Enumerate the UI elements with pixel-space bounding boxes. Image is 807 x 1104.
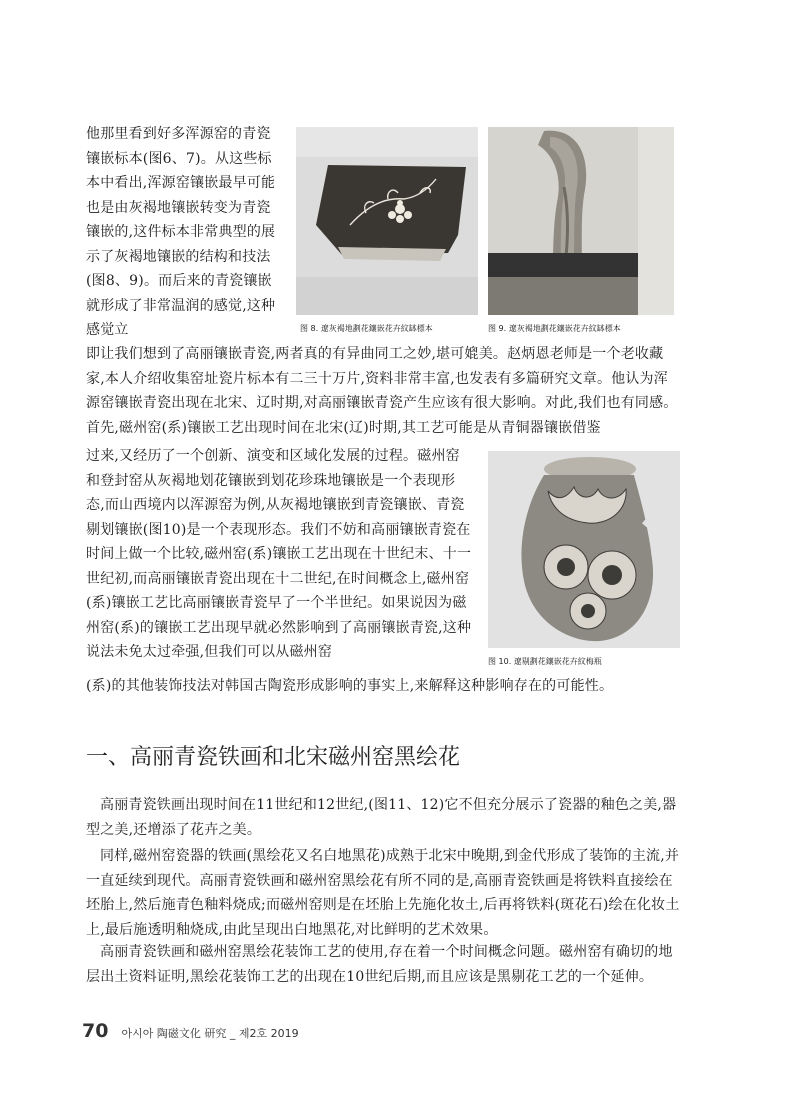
figure-8-caption: 图 8. 遼灰褐地劃花鑲嵌花卉紋缽標本 [300, 324, 433, 333]
page-footer [82, 1020, 299, 1042]
journal-title: 아시아 陶磁文化 研究 _ 제2호 2019 [121, 1027, 299, 1040]
paragraph-7: 高丽青瓷铁画和磁州窑黑绘花装饰工艺的使用,存在着一个时间概念问题。磁州窑有确切的地层出土资料证明,黑绘花装饰工艺的出现在10世纪后期,而且应该是黑剔花工艺的一个延伸。 [86, 944, 673, 985]
paragraph-4: (系)的其他装饰技法对韩国古陶瓷形成影响的事实上,来解释这种影响存在的可能性。 [86, 678, 614, 694]
figure-10-image [488, 451, 680, 648]
figure-8-image [296, 127, 478, 315]
page-number: 70 [82, 1020, 109, 1042]
figure-10-caption: 图 10. 遼剔劃花鑲嵌花卉紋梅瓶 [488, 657, 602, 666]
paragraph-2: 即让我们想到了高丽镶嵌青瓷,两者真的有异曲同工之妙,堪可媲美。赵炳恩老师是一个老收藏家,本人介绍收集窑址瓷片标本有二三十万片,资料非常丰富,也发表有多篇研究文章。他认为浑源窑镶嵌青瓷出现在北宋、辽时期,对高丽镶嵌青瓷产生应该有很大影响。对此,我们也有同感。首先,磁州窑(系)镶嵌工艺出现时间在北宋(辽)时期,其工艺可能是从青铜器镶嵌借鉴 [86, 346, 678, 436]
figure-9-caption: 图 9. 遼灰褐地劃花鑲嵌花卉紋缽標本 [488, 324, 621, 333]
section-heading: 一、高丽青瓷铁画和北宋磁州窑黑绘花 [86, 745, 461, 770]
paragraph-1: 他那里看到好多浑源窑的青瓷镶嵌标本(图6、7)。从这些标本中看出,浑源窑镶嵌最早可能也是由灰褐地镶嵌转变为青瓷镶嵌的,这件标本非常典型的展示了灰褐地镶嵌的结构和技法(图8、9)。而后来的青瓷镶嵌就形成了非常温润的感觉,这种感觉立 [86, 126, 276, 338]
paragraph-3: 过来,又经历了一个创新、演变和区域化发展的过程。磁州窑和登封窑从灰褐地划花镶嵌到划花珍珠地镶嵌是一个表现形态,而山西境内以浑源窑为例,从灰褐地镶嵌到青瓷镶嵌、青瓷剔划镶嵌(图10)是一个表现形态。我们不妨和高丽镶嵌青瓷在时间上做一个比较,磁州窑(系)镶嵌工艺出现在十世纪末、十一世纪初,而高丽镶嵌青瓷出现在十二世纪,在时间概念上,磁州窑(系)镶嵌工艺比高丽镶嵌青瓷早了一个半世纪。如果说因为磁州窑(系)的镶嵌工艺出现早就必然影响到了高丽镶嵌青瓷,这种说法未免太过牵强,但我们可以从磁州窑 [86, 448, 472, 660]
figure-9-image [488, 127, 674, 315]
paragraph-5: 高丽青瓷铁画出现时间在11世纪和12世纪,(图11、12)它不但充分展示了瓷器的釉色之美,器型之美,还增添了花卉之美。 [86, 797, 677, 838]
paragraph-6: 同样,磁州窑瓷器的铁画(黑绘花又名白地黑花)成熟于北宋中晚期,到金代形成了装饰的主流,并一直延续到现代。高丽青瓷铁画和磁州窑黑绘花有所不同的是,高丽青瓷铁画是将铁料直接绘在坯胎上,然后施青色釉料烧成;而磁州窑则是在坯胎上先施化妆土,后再将铁料(斑花石)绘在化妆土上,最后施透明釉烧成,由此呈现出白地黑花,对比鲜明的艺术效果。 [86, 848, 680, 938]
